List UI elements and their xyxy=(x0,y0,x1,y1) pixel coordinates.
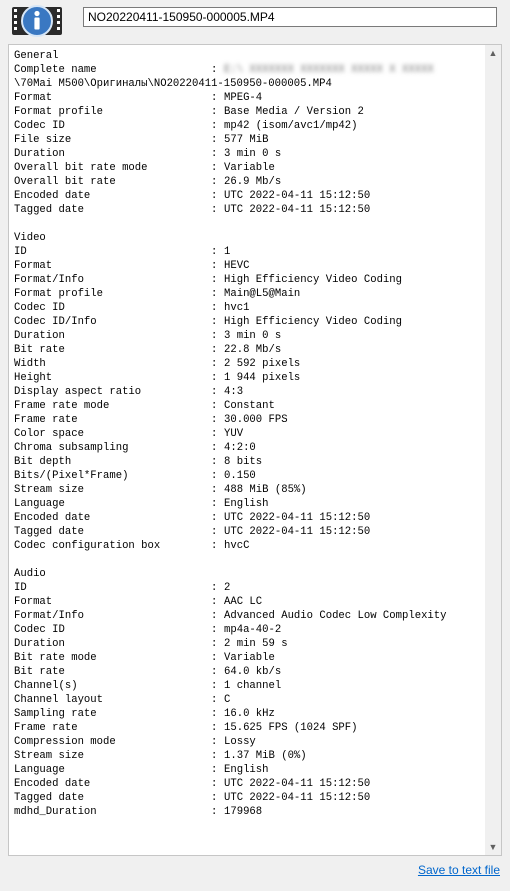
info-label: Duration xyxy=(14,148,65,160)
info-separator: : xyxy=(211,638,218,650)
info-row xyxy=(14,357,486,371)
info-value: 26.9 Mb/s xyxy=(224,176,282,188)
info-separator: : xyxy=(211,302,218,314)
info-separator: : xyxy=(211,470,218,482)
info-value: Main@L5@Main xyxy=(224,288,301,300)
section-gap xyxy=(14,553,486,567)
info-label: Stream size xyxy=(14,750,84,762)
info-separator: : xyxy=(211,736,218,748)
info-separator: : xyxy=(211,260,218,272)
info-row xyxy=(14,273,486,287)
info-separator: : xyxy=(211,120,218,132)
video-rows xyxy=(14,245,486,553)
info-label: Format profile xyxy=(14,106,104,118)
info-label: Chroma subsampling xyxy=(14,442,129,454)
info-separator: : xyxy=(211,666,218,678)
info-label: Tagged date xyxy=(14,792,84,804)
info-label: Codec ID xyxy=(14,302,65,314)
info-row xyxy=(14,259,486,273)
info-value: Base Media / Version 2 xyxy=(224,106,364,118)
info-separator: : xyxy=(211,722,218,734)
info-row xyxy=(14,301,486,315)
info-value: 1.37 MiB (0%) xyxy=(224,750,307,762)
info-separator: : xyxy=(211,806,218,818)
info-separator: : xyxy=(211,204,218,216)
info-separator: : xyxy=(211,764,218,776)
header xyxy=(0,0,510,40)
info-separator: : xyxy=(211,596,218,608)
info-label: Format profile xyxy=(14,288,104,300)
info-value: UTC 2022-04-11 15:12:50 xyxy=(224,778,371,790)
info-row xyxy=(14,749,486,763)
info-label: Codec ID/Info xyxy=(14,316,97,328)
info-row xyxy=(14,287,486,301)
info-value: hvcC xyxy=(224,540,250,552)
info-value: MPEG-4 xyxy=(224,92,263,104)
info-separator: : xyxy=(211,484,218,496)
info-label: Duration xyxy=(14,638,65,650)
info-value: High Efficiency Video Coding xyxy=(224,274,403,286)
info-value: UTC 2022-04-11 15:12:50 xyxy=(224,792,371,804)
info-label: Format/Info xyxy=(14,274,84,286)
info-label: Bits/(Pixel*Frame) xyxy=(14,470,129,482)
info-row xyxy=(14,763,486,777)
info-row xyxy=(14,609,486,623)
info-separator: : xyxy=(211,316,218,328)
info-row xyxy=(14,441,486,455)
info-label: Color space xyxy=(14,428,84,440)
info-value: 4:2:0 xyxy=(224,442,256,454)
info-value: 8 bits xyxy=(224,456,263,468)
info-row xyxy=(14,707,486,721)
info-separator: : xyxy=(211,708,218,720)
info-row xyxy=(14,371,486,385)
info-label: Format/Info xyxy=(14,610,84,622)
info-value: UTC 2022-04-11 15:12:50 xyxy=(224,190,371,202)
info-row xyxy=(14,427,486,441)
info-row xyxy=(14,581,486,595)
info-label: Codec configuration box xyxy=(14,540,161,552)
info-value: hvc1 xyxy=(224,302,250,314)
info-separator: : xyxy=(211,652,218,664)
info-row xyxy=(14,469,486,483)
complete-name-path: \70Mai M500\Оригиналы\NO20220411-150950-000005.MP4 xyxy=(14,78,332,90)
info-row xyxy=(14,385,486,399)
info-value: Lossy xyxy=(224,736,256,748)
info-row xyxy=(14,805,486,819)
info-row xyxy=(14,329,486,343)
info-label: Frame rate mode xyxy=(14,400,110,412)
info-row xyxy=(14,133,486,147)
info-value: English xyxy=(224,764,269,776)
info-value: UTC 2022-04-11 15:12:50 xyxy=(224,526,371,538)
info-label: Language xyxy=(14,764,65,776)
info-value: 22.8 Mb/s xyxy=(224,344,282,356)
info-row xyxy=(14,413,486,427)
info-value: 2 xyxy=(224,582,231,594)
info-value: 0.150 xyxy=(224,470,256,482)
save-to-text-file-link[interactable]: Save to text file xyxy=(417,863,500,877)
info-separator: : xyxy=(211,498,218,510)
info-value: 4:3 xyxy=(224,386,244,398)
info-label: ID xyxy=(14,582,27,594)
info-value: 488 MiB (85%) xyxy=(224,484,307,496)
info-value: 179968 xyxy=(224,806,263,818)
info-value: YUV xyxy=(224,428,244,440)
info-row xyxy=(14,119,486,133)
info-separator: : xyxy=(211,134,218,146)
info-row xyxy=(14,623,486,637)
info-label: Encoded date xyxy=(14,190,91,202)
info-separator: : xyxy=(211,456,218,468)
info-label: Frame rate xyxy=(14,414,78,426)
audio-rows xyxy=(14,581,486,819)
info-label: Stream size xyxy=(14,484,84,496)
info-row xyxy=(14,497,486,511)
info-row-continuation xyxy=(14,77,486,91)
info-row xyxy=(14,637,486,651)
info-label: Complete name xyxy=(14,64,97,76)
info-separator: : xyxy=(211,372,218,384)
info-label: Bit depth xyxy=(14,456,72,468)
info-separator: : xyxy=(211,162,218,174)
info-row xyxy=(14,105,486,119)
info-separator: : xyxy=(211,344,218,356)
info-label: Height xyxy=(14,372,53,384)
info-separator: : xyxy=(211,680,218,692)
complete-name-blurred-value: E:\ XXXXXXX XXXXXXX XXXXX X XXXXX xyxy=(224,64,434,76)
info-separator: : xyxy=(211,582,218,594)
info-value: UTC 2022-04-11 15:12:50 xyxy=(224,204,371,216)
info-separator: : xyxy=(211,288,218,300)
info-label: Display aspect ratio xyxy=(14,386,142,398)
chevron-down-icon[interactable]: ▼ xyxy=(488,842,498,852)
info-label: mdhd_Duration xyxy=(14,806,97,818)
info-row xyxy=(14,679,486,693)
info-row xyxy=(14,399,486,413)
info-row xyxy=(14,245,486,259)
info-separator: : xyxy=(211,624,218,636)
info-row xyxy=(14,91,486,105)
info-separator: : xyxy=(211,694,218,706)
info-separator: : xyxy=(211,64,218,76)
info-label: ID xyxy=(14,246,27,258)
info-label: Width xyxy=(14,358,46,370)
info-row xyxy=(14,161,486,175)
info-separator: : xyxy=(211,442,218,454)
info-row xyxy=(14,511,486,525)
info-value: 3 min 0 s xyxy=(224,330,282,342)
info-value: mp4a-40-2 xyxy=(224,624,282,636)
info-value: 577 MiB xyxy=(224,134,269,146)
section-title-audio: Audio xyxy=(14,568,46,580)
info-row xyxy=(14,63,486,77)
info-separator: : xyxy=(211,106,218,118)
info-label: Channel(s) xyxy=(14,680,78,692)
info-row xyxy=(14,483,486,497)
info-row xyxy=(14,175,486,189)
info-value: Advanced Audio Codec Low Complexity xyxy=(224,610,447,622)
info-separator: : xyxy=(211,92,218,104)
info-value: 1 944 pixels xyxy=(224,372,301,384)
info-value: 16.0 kHz xyxy=(224,708,275,720)
info-value: English xyxy=(224,498,269,510)
info-row xyxy=(14,651,486,665)
info-value: 2 592 pixels xyxy=(224,358,301,370)
info-row xyxy=(14,147,486,161)
info-row xyxy=(14,693,486,707)
info-separator: : xyxy=(211,526,218,538)
info-row xyxy=(14,539,486,553)
info-row xyxy=(14,189,486,203)
info-value: 1 channel xyxy=(224,680,282,692)
info-value: UTC 2022-04-11 15:12:50 xyxy=(224,512,371,524)
info-value: Variable xyxy=(224,162,275,174)
info-label: Sampling rate xyxy=(14,708,97,720)
info-separator: : xyxy=(211,400,218,412)
section-title-video: Video xyxy=(14,232,46,244)
info-value: AAC LC xyxy=(224,596,263,608)
info-row xyxy=(14,595,486,609)
info-separator: : xyxy=(211,428,218,440)
info-row xyxy=(14,777,486,791)
info-row xyxy=(14,343,486,357)
info-row xyxy=(14,791,486,805)
info-label: Encoded date xyxy=(14,512,91,524)
section-gap xyxy=(14,217,486,231)
info-label: Format xyxy=(14,260,53,272)
vertical-scrollbar[interactable] xyxy=(485,45,501,855)
info-value: HEVC xyxy=(224,260,250,272)
info-label: Format xyxy=(14,92,53,104)
info-label: Tagged date xyxy=(14,526,84,538)
info-value: 1 xyxy=(224,246,231,258)
chevron-up-icon[interactable]: ▲ xyxy=(488,48,498,58)
section-title-general: General xyxy=(14,50,59,62)
info-label: Channel layout xyxy=(14,694,104,706)
info-value: C xyxy=(224,694,231,706)
info-value: High Efficiency Video Coding xyxy=(224,316,403,328)
info-row xyxy=(14,735,486,749)
info-label: Frame rate xyxy=(14,722,78,734)
info-separator: : xyxy=(211,190,218,202)
info-separator: : xyxy=(211,610,218,622)
info-separator: : xyxy=(211,148,218,160)
media-info-panel[interactable] xyxy=(8,44,502,856)
info-row xyxy=(14,525,486,539)
info-value: 3 min 0 s xyxy=(224,148,282,160)
info-label: File size xyxy=(14,134,72,146)
info-row xyxy=(14,315,486,329)
info-separator: : xyxy=(211,274,218,286)
info-separator: : xyxy=(211,358,218,370)
info-value: 15.625 FPS (1024 SPF) xyxy=(224,722,358,734)
info-row xyxy=(14,665,486,679)
info-label: Codec ID xyxy=(14,120,65,132)
info-separator: : xyxy=(211,386,218,398)
info-label: Overall bit rate mode xyxy=(14,162,148,174)
info-value: Constant xyxy=(224,400,275,412)
info-value: 64.0 kb/s xyxy=(224,666,282,678)
info-row xyxy=(14,455,486,469)
info-value: 30.000 FPS xyxy=(224,414,288,426)
info-film-icon[interactable] xyxy=(11,4,63,38)
info-label: Bit rate xyxy=(14,666,65,678)
info-separator: : xyxy=(211,246,218,258)
info-label: Duration xyxy=(14,330,65,342)
info-label: Language xyxy=(14,498,65,510)
info-separator: : xyxy=(211,778,218,790)
info-label: Bit rate xyxy=(14,344,65,356)
info-row xyxy=(14,721,486,735)
media-info-text xyxy=(14,49,486,819)
info-separator: : xyxy=(211,512,218,524)
info-row xyxy=(14,203,486,217)
info-label: Overall bit rate xyxy=(14,176,116,188)
general-rows xyxy=(14,91,486,217)
info-separator: : xyxy=(211,330,218,342)
info-label: Codec ID xyxy=(14,624,65,636)
info-label: Format xyxy=(14,596,53,608)
info-label: Tagged date xyxy=(14,204,84,216)
info-separator: : xyxy=(211,414,218,426)
info-separator: : xyxy=(211,540,218,552)
info-value: mp42 (isom/avc1/mp42) xyxy=(224,120,358,132)
filename-field[interactable] xyxy=(83,7,497,27)
info-label: Compression mode xyxy=(14,736,116,748)
info-label: Bit rate mode xyxy=(14,652,97,664)
info-label: Encoded date xyxy=(14,778,91,790)
info-value: 2 min 59 s xyxy=(224,638,288,650)
info-separator: : xyxy=(211,750,218,762)
info-value: Variable xyxy=(224,652,275,664)
info-separator: : xyxy=(211,792,218,804)
info-separator: : xyxy=(211,176,218,188)
